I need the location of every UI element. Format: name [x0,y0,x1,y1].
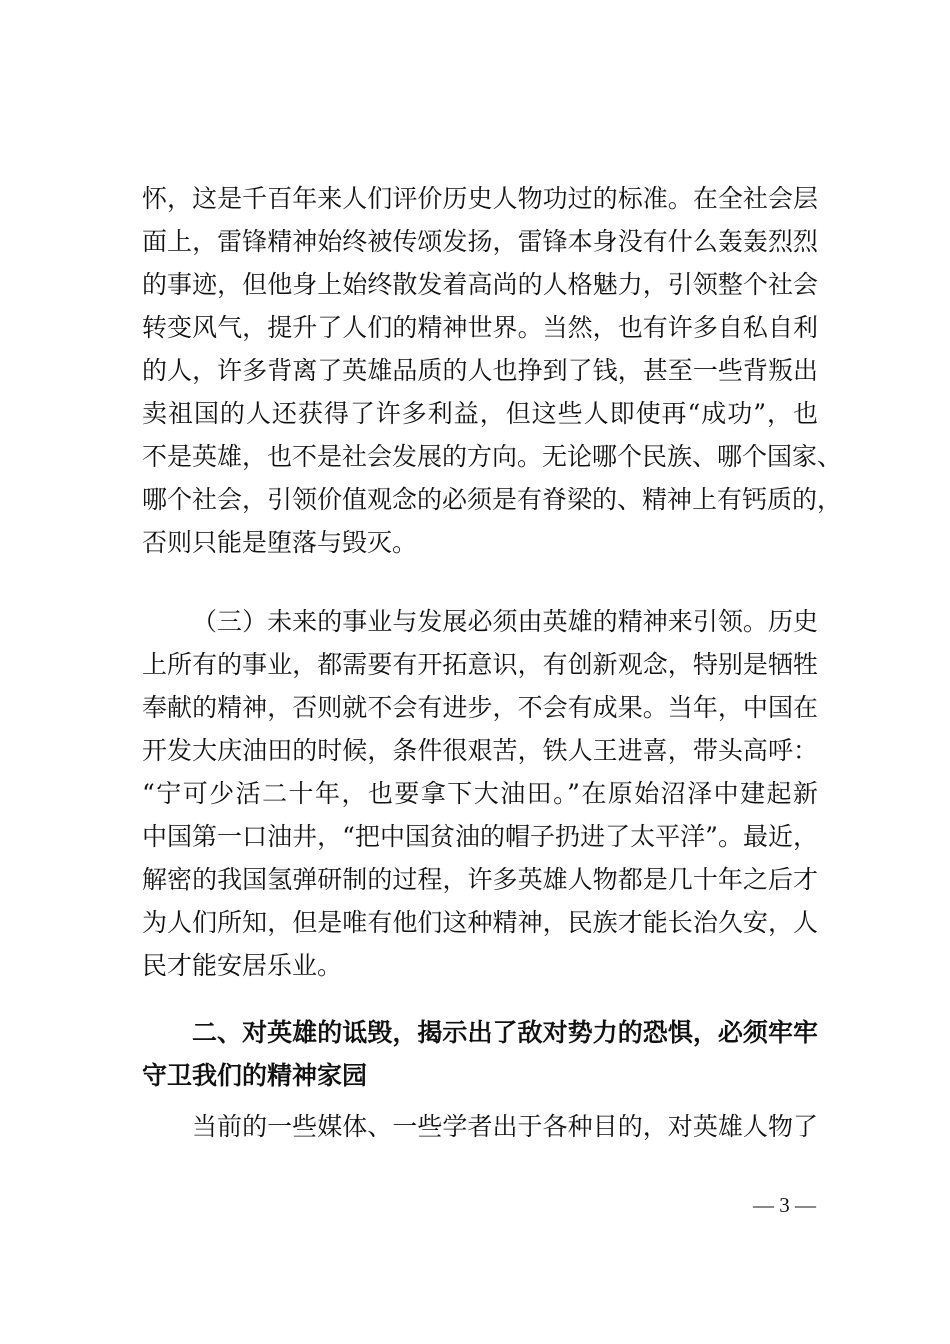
paragraph-line: 不是英雄，也不是社会发展的方向。无论哪个民族、哪个国家、 [142,442,843,471]
paragraph-2 [142,600,818,987]
paragraph-line: （三）未来的事业与发展必须由英雄的精神来引领。历史 [192,607,818,636]
paragraph-line: 开发大庆油田的时候，条件很艰苦，铁人王进喜，带头高呼： [142,736,818,765]
heading-line: 守卫我们的精神家园 [142,1061,368,1090]
paragraph-line: 民才能安居乐业。 [142,951,343,980]
paragraph-line: 面上，雷锋精神始终被传颂发扬，雷锋本身没有什么轰轰烈烈 [142,227,818,256]
paragraph-line: “宁可少活二十年，也要拿下大油田。”在原始沼泽中建起新 [142,779,818,808]
paragraph-line: 解密的我国氢弹研制的过程，许多英雄人物都是几十年之后才 [142,865,818,894]
paragraph-line: 为人们所知，但是唯有他们这种精神，民族才能长治久安，人 [142,908,818,937]
page-number: — 3 — [753,1193,816,1217]
paragraph-line: 哪个社会，引领价值观念的必须是有脊梁的、精神上有钙质的， [142,485,843,514]
paragraph-line: 否则只能是堕落与毁灭。 [142,528,418,557]
heading-line: 二、对英雄的诋毁，揭示出了敌对势力的恐惧，必须牢牢 [192,1018,818,1047]
paragraph-line: 上所有的事业，都需要有开拓意识，有创新观念，特别是牺牲 [142,650,818,679]
paragraph-line: 怀，这是千百年来人们评价历史人物功过的标准。在全社会层 [142,184,818,213]
paragraph-line: 中国第一口油井，“把中国贫油的帽子扔进了太平洋”。最近， [142,822,818,851]
paragraph-line: 的事迹，但他身上始终散发着高尚的人格魅力，引领整个社会 [142,270,818,299]
paragraph-line: 的人，许多背离了英雄品质的人也挣到了钱，甚至一些背叛出 [142,356,818,385]
paragraph-line: 卖祖国的人还获得了许多利益，但这些人即使再“成功”，也 [142,399,818,428]
paragraph-line: 奉献的精神，否则就不会有进步，不会有成果。当年，中国在 [142,693,818,722]
paragraph-1 [142,177,843,564]
section-heading [142,1011,818,1097]
paragraph-line: 当前的一些媒体、一些学者出于各种目的，对英雄人物了 [192,1112,818,1141]
paragraph-line: 转变风气，提升了人们的精神世界。当然，也有许多自私自利 [142,313,818,342]
paragraph-3 [142,1105,818,1148]
